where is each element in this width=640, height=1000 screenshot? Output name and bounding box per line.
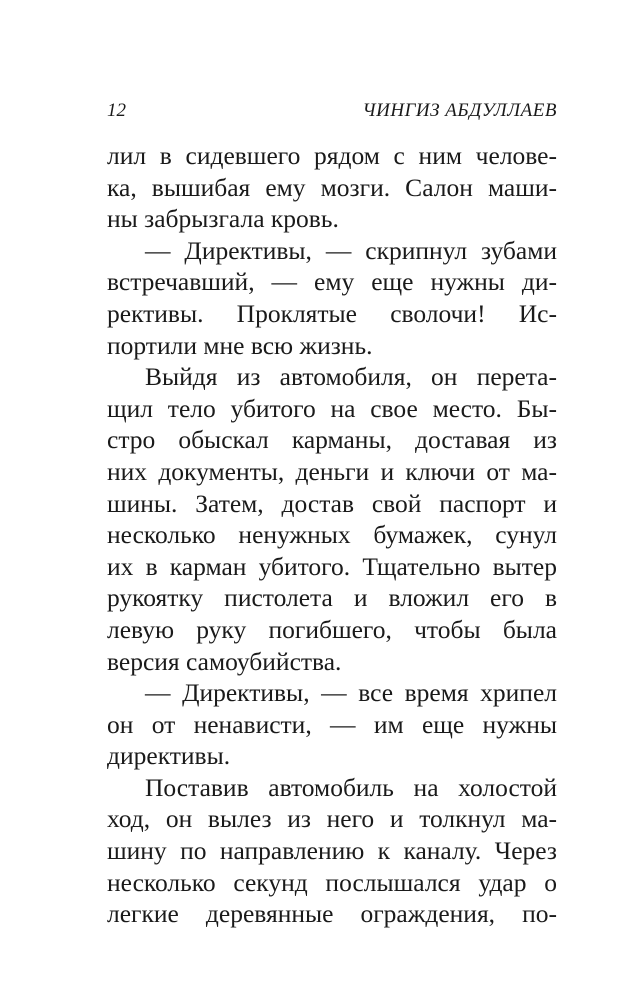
text-line: легкие деревянные ограждения, по-	[107, 899, 557, 929]
text-line: их в карман убитого. Тщательно вытер	[107, 551, 557, 581]
text-line: он от ненависти, — им еще нужны	[107, 709, 557, 739]
body-text	[107, 140, 557, 930]
page-number: 12	[107, 100, 126, 121]
text-line: ка, вышибая ему мозги. Салон маши-	[107, 172, 557, 202]
text-line: — Директивы, — скрипнул зубами	[145, 235, 557, 265]
text-line: них документы, деньги и ключи от ма-	[107, 456, 557, 486]
text-line: портили мне всю жизнь.	[107, 330, 373, 360]
text-line: ход, он вылез из него и толкнул ма-	[107, 804, 557, 834]
text-line: ны забрызгала кровь.	[107, 204, 339, 234]
running-head-author: ЧИНГИЗ АБДУЛЛАЕВ	[362, 100, 557, 121]
text-line: лил в сидевшего рядом с ним челове-	[107, 141, 557, 170]
text-line: рукоятку пистолета и вложил его в	[107, 583, 557, 613]
text-line: — Директивы, — все время хрипел	[145, 678, 557, 708]
text-line: шину по направлению к каналу. Через	[107, 836, 557, 866]
text-line: встречавший, — ему еще нужны ди-	[107, 267, 557, 297]
text-line: Выйдя из автомобиля, он перета-	[145, 362, 557, 392]
text-line: версия самоубийства.	[107, 646, 342, 676]
text-line: рективы. Проклятые сволочи! Ис-	[107, 298, 557, 328]
text-line: директивы.	[107, 741, 231, 771]
text-line: щил тело убитого на свое место. Бы-	[107, 393, 557, 423]
text-line: стро обыскал карманы, доставая из	[107, 425, 557, 455]
text-line: несколько секунд послышался удар о	[107, 867, 557, 897]
text-line: шины. Затем, достав свой паспорт и	[107, 488, 557, 518]
running-head	[107, 98, 557, 124]
text-line: левую руку погибшего, чтобы была	[107, 614, 557, 644]
text-line: несколько ненужных бумажек, сунул	[107, 520, 557, 550]
text-line: Поставив автомобиль на холостой	[145, 772, 557, 802]
